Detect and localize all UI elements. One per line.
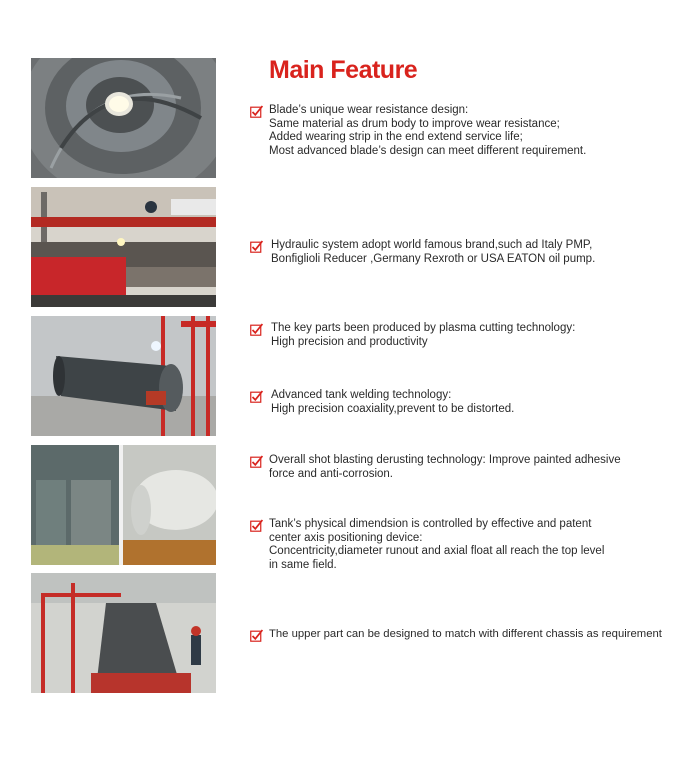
feature-line: in same field. (269, 558, 337, 571)
feature-line: Bonfiglioli Reducer ,Germany Rexroth or USA EATON oil pump. (271, 252, 596, 265)
photo-plasma-cutting (31, 187, 216, 307)
checkbox-icon (250, 240, 263, 253)
feature-line: Most advanced blade’s design can meet different requirement. (269, 144, 587, 157)
feature-line: center axis positioning device: (269, 531, 423, 544)
feature-line: The upper part can be designed to match with different chassis as requirement (269, 628, 662, 640)
feature-line: Advanced tank welding technology: (271, 389, 452, 401)
feature-line: Concentricity,diameter runout and axial float all reach the top level (269, 545, 605, 558)
photo-shot-blasting (31, 445, 216, 565)
feature-line: High precision coaxiality,prevent to be distorted. (271, 402, 515, 415)
photo-drum-interior (31, 58, 216, 178)
feature-line: Blade’s unique wear resistance design: (269, 104, 469, 116)
feature-item (250, 239, 595, 266)
photo-tank-cone (31, 573, 216, 693)
feature-line: Overall shot blasting derusting technology: Improve painted adhesive (269, 454, 621, 466)
feature-line: High precision and productivity (271, 335, 428, 348)
feature-line: Added wearing strip in the end extend service life; (269, 131, 523, 144)
photo-tank-welding (31, 316, 216, 436)
feature-line: force and anti-corrosion. (269, 467, 394, 480)
checkbox-icon (250, 390, 263, 403)
feature-item (250, 454, 621, 481)
checkbox-icon (250, 519, 263, 532)
feature-item (250, 389, 514, 416)
checkbox-icon (250, 323, 263, 336)
feature-line: The key parts been produced by plasma cutting technology: (271, 322, 576, 334)
feature-line: Same material as drum body to improve wear resistance; (269, 117, 560, 130)
checkbox-icon (250, 105, 263, 118)
feature-item (250, 104, 586, 158)
feature-line: Hydraulic system adopt world famous brand,such ad Italy PMP, (271, 239, 593, 251)
feature-line: Tank’s physical dimendsion is controlled by effective and patent (269, 518, 592, 530)
feature-item (250, 628, 662, 642)
feature-item (250, 518, 604, 572)
checkbox-icon (250, 629, 263, 642)
page-title: Main Feature (269, 56, 418, 84)
checkbox-icon (250, 455, 263, 468)
feature-item (250, 322, 575, 349)
